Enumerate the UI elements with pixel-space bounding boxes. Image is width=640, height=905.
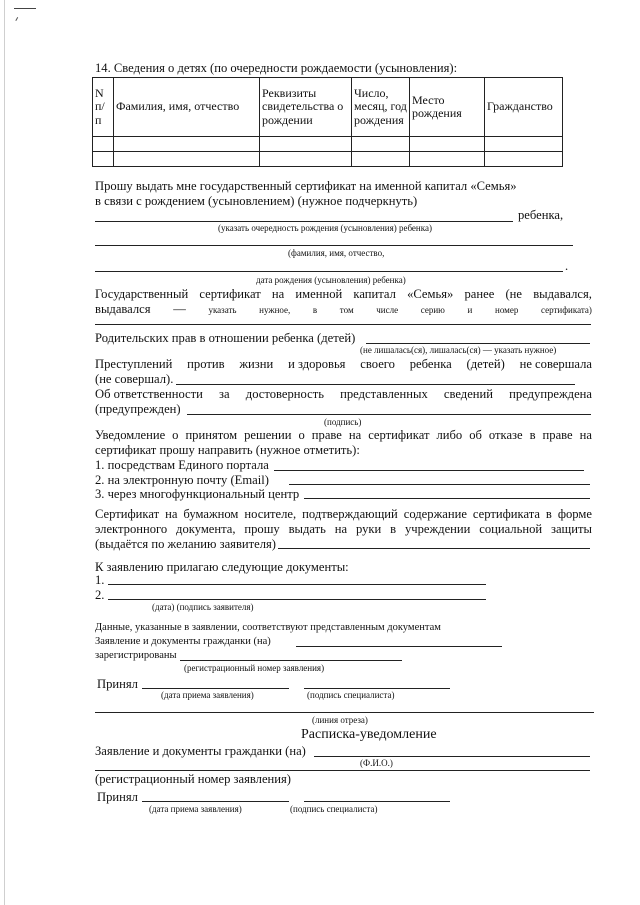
- crimes-field[interactable]: [176, 384, 575, 385]
- verification-line-1: Данные, указанные в заявлении, соответствуют представленным документам: [95, 622, 441, 633]
- accept-date-caption: (дата приема заявления): [161, 690, 254, 700]
- birth-date-field[interactable]: [95, 271, 563, 272]
- scan-mark: [14, 8, 36, 9]
- registration-number-field[interactable]: [180, 660, 402, 661]
- receipt-signature-field[interactable]: [304, 801, 450, 802]
- reg-number-caption: (регистрационный номер заявления): [184, 663, 325, 673]
- request-line-1: Прошу выдать мне государственный сертификат на именной капитал «Семья»: [95, 179, 517, 193]
- receipt-reg-number: (регистрационный номер заявления): [95, 772, 292, 786]
- table-cell[interactable]: [114, 152, 260, 167]
- request-line-2: в связи с рождением (усыновлением) (нужное подчеркнуть): [95, 194, 418, 208]
- signature-caption: (подпись): [324, 417, 362, 427]
- receipt-title: Расписка-уведомление: [301, 727, 437, 742]
- receipt-date-field[interactable]: [142, 801, 289, 802]
- notify-option-email[interactable]: 2. на электронную почту (Email): [95, 473, 269, 487]
- document-page: 14. Сведения о детях (по очередности рождаемости (усыновления): N п/п Фамилия, имя, отчество Реквизиты свидетельства о рождении Число, месяц, год рождения Место рождения Гражданство Прошу выдать мне государственный сертификат на именной капитал «Семья» в связи с рождением (усыновлением) (нужное подчеркнуть) ребенка, (указать очередность рождения (усыновления) ребенка) (фамилия, имя, отчество, . дата рождения (усыновления) ребенка) Государственный сертификат на именной капитал «Семья» ранее (не выдавался, выдавался — указать нужное, в том числе серию и номер сертификата) Родительских прав в отношении ребенка (детей) (не лишалась(ся), лишалась(ся) — указать нужное) Преступлений против жизни и здоровья своего ребенка (детей) не совершала (не совершал). Об ответственности за достоверность представленных сведений предупреждена (предупрежден) (подпись) Уведомление о принятом решении о праве на сертификат либо об отказе в праве на сертификат прошу направить (нужное отметить): 1. посредствам Единого портала 2. на электронную почту (Email) 3. через многофункциональный центр Сертификат на бумажном носителе, подтверждающий содержание сертификата в форме электронного документа, прошу выдать на руки в учреждении социальной защиты (выдаётся по желанию заявителя) К заявлению прилагаю следующие документы: 1. 2. (дата) (подпись заявителя) Данные, указанные в заявлении, соответствуют представленным документам Заявление и документы гражданки (на) зарегистрированы (регистрационный номер заявления) Принял (дата приема заявления) (подпись специалиста) (линия отреза) Расписка-уведомление Заявление и документы гражданки (на) (Ф.И.О.) (регистрационный номер заявления) Принял (дата приема заявления) (подпись специалиста): [0, 0, 640, 905]
- issued-before-line-2: выдавался — указать нужное, в том числе серию и номер сертификата): [95, 302, 592, 316]
- order-caption: (указать очередность рождения (усыновления) ребенка): [218, 223, 432, 233]
- col-birthdate: Число, месяц, год рождения: [352, 78, 410, 137]
- receipt-fio-caption: (Ф.И.О.): [360, 758, 393, 768]
- liability-signature-field[interactable]: [187, 414, 591, 415]
- verification-line-3: зарегистрированы: [95, 650, 177, 661]
- receipt-accepted-label: Принял: [97, 790, 138, 804]
- attachment-number: 1.: [95, 573, 105, 587]
- accepted-label: Принял: [97, 677, 138, 691]
- parental-rights-caption: (не лишалась(ся), лишалась(ся) — указать нужное): [360, 345, 557, 355]
- table-cell[interactable]: [485, 152, 563, 167]
- parental-rights-field[interactable]: [366, 343, 590, 344]
- receipt-signature-caption: (подпись специалиста): [290, 804, 378, 814]
- fio-caption: (фамилия, имя, отчество,: [288, 248, 385, 258]
- table-cell[interactable]: [93, 137, 114, 152]
- col-certificate: Реквизиты свидетельства о рождении: [260, 78, 352, 137]
- table-row[interactable]: [93, 137, 563, 152]
- birth-caption: дата рождения (усыновления) ребенка): [256, 275, 406, 285]
- notification-line-2: сертификат прошу направить (нужное отметить):: [95, 443, 360, 457]
- notification-line-1: Уведомление о принятом решении о праве на сертификат либо об отказе в праве на: [95, 428, 592, 442]
- email-field[interactable]: [289, 484, 590, 485]
- specialist-signature-caption: (подпись специалиста): [307, 690, 395, 700]
- crimes-line-1: Преступлений против жизни и здоровья своего ребенка (детей) не совершала: [95, 357, 592, 371]
- child-order-field[interactable]: [95, 221, 513, 222]
- receipt-applicant-field[interactable]: [314, 756, 590, 757]
- paper-certificate-line-1: Сертификат на бумажном носителе, подтверждающий содержание сертификата в форме: [95, 507, 592, 521]
- liability-line-2: (предупрежден): [95, 402, 181, 416]
- col-citizenship: Гражданство: [485, 78, 563, 137]
- section-14-title: 14. Сведения о детях (по очередности рождаемости (усыновления):: [95, 61, 458, 75]
- table-header-row: [93, 78, 563, 137]
- notify-option-portal[interactable]: 1. посредствам Единого портала: [95, 458, 269, 472]
- verification-line-2: Заявление и документы гражданки (на): [95, 636, 271, 647]
- attachment-field-1[interactable]: [108, 584, 486, 585]
- issued-before-line-1: Государственный сертификат на именной капитал «Семья» ранее (не выдавался,: [95, 287, 592, 301]
- certificate-series-field[interactable]: [95, 324, 591, 325]
- attachment-field-2[interactable]: [108, 599, 486, 600]
- liability-line-1: Об ответственности за достоверность представленных сведений предупреждена: [95, 387, 592, 401]
- receipt-line-1: Заявление и документы гражданки (на): [95, 744, 306, 758]
- receipt-applicant-field-2[interactable]: [95, 770, 590, 771]
- portal-field[interactable]: [274, 470, 584, 471]
- notify-option-mfc[interactable]: 3. через многофункциональный центр: [95, 487, 300, 501]
- applicant-name-field[interactable]: [296, 646, 502, 647]
- paper-certificate-line-2: электронного документа, прошу выдать на руки в учреждении социальной защиты: [95, 522, 592, 536]
- child-word: ребенка,: [518, 208, 564, 222]
- table-cell[interactable]: [485, 137, 563, 152]
- attachments-title: К заявлению прилагаю следующие документы:: [95, 560, 349, 574]
- col-number: N п/п: [93, 78, 114, 137]
- table-cell[interactable]: [93, 152, 114, 167]
- table-cell[interactable]: [352, 137, 410, 152]
- paper-certificate-line-3: (выдаётся по желанию заявителя): [95, 537, 277, 551]
- table-cell[interactable]: [260, 137, 352, 152]
- cut-line: [95, 712, 594, 713]
- cut-line-caption: (линия отреза): [312, 715, 368, 725]
- col-birthplace: Место рождения: [410, 78, 485, 137]
- table-cell[interactable]: [410, 152, 485, 167]
- table-cell[interactable]: [260, 152, 352, 167]
- crimes-line-2: (не совершал).: [95, 372, 174, 386]
- table-cell[interactable]: [114, 137, 260, 152]
- parental-rights-text: Родительских прав в отношении ребенка (детей): [95, 331, 356, 345]
- mfc-field[interactable]: [304, 498, 590, 499]
- table-cell[interactable]: [410, 137, 485, 152]
- paper-certificate-field[interactable]: [278, 548, 590, 549]
- scan-mark: [15, 17, 21, 23]
- table-row[interactable]: [93, 152, 563, 167]
- accept-date-field[interactable]: [142, 688, 289, 689]
- col-name: Фамилия, имя, отчество: [114, 78, 260, 137]
- specialist-signature-field[interactable]: [304, 688, 450, 689]
- scan-edge: [4, 0, 5, 905]
- attachments-caption: (дата) (подпись заявителя): [152, 602, 254, 612]
- attachment-number: 2.: [95, 588, 105, 602]
- table-cell[interactable]: [352, 152, 410, 167]
- children-table: [92, 77, 563, 167]
- receipt-date-caption: (дата приема заявления): [149, 804, 242, 814]
- child-name-field[interactable]: [95, 245, 573, 246]
